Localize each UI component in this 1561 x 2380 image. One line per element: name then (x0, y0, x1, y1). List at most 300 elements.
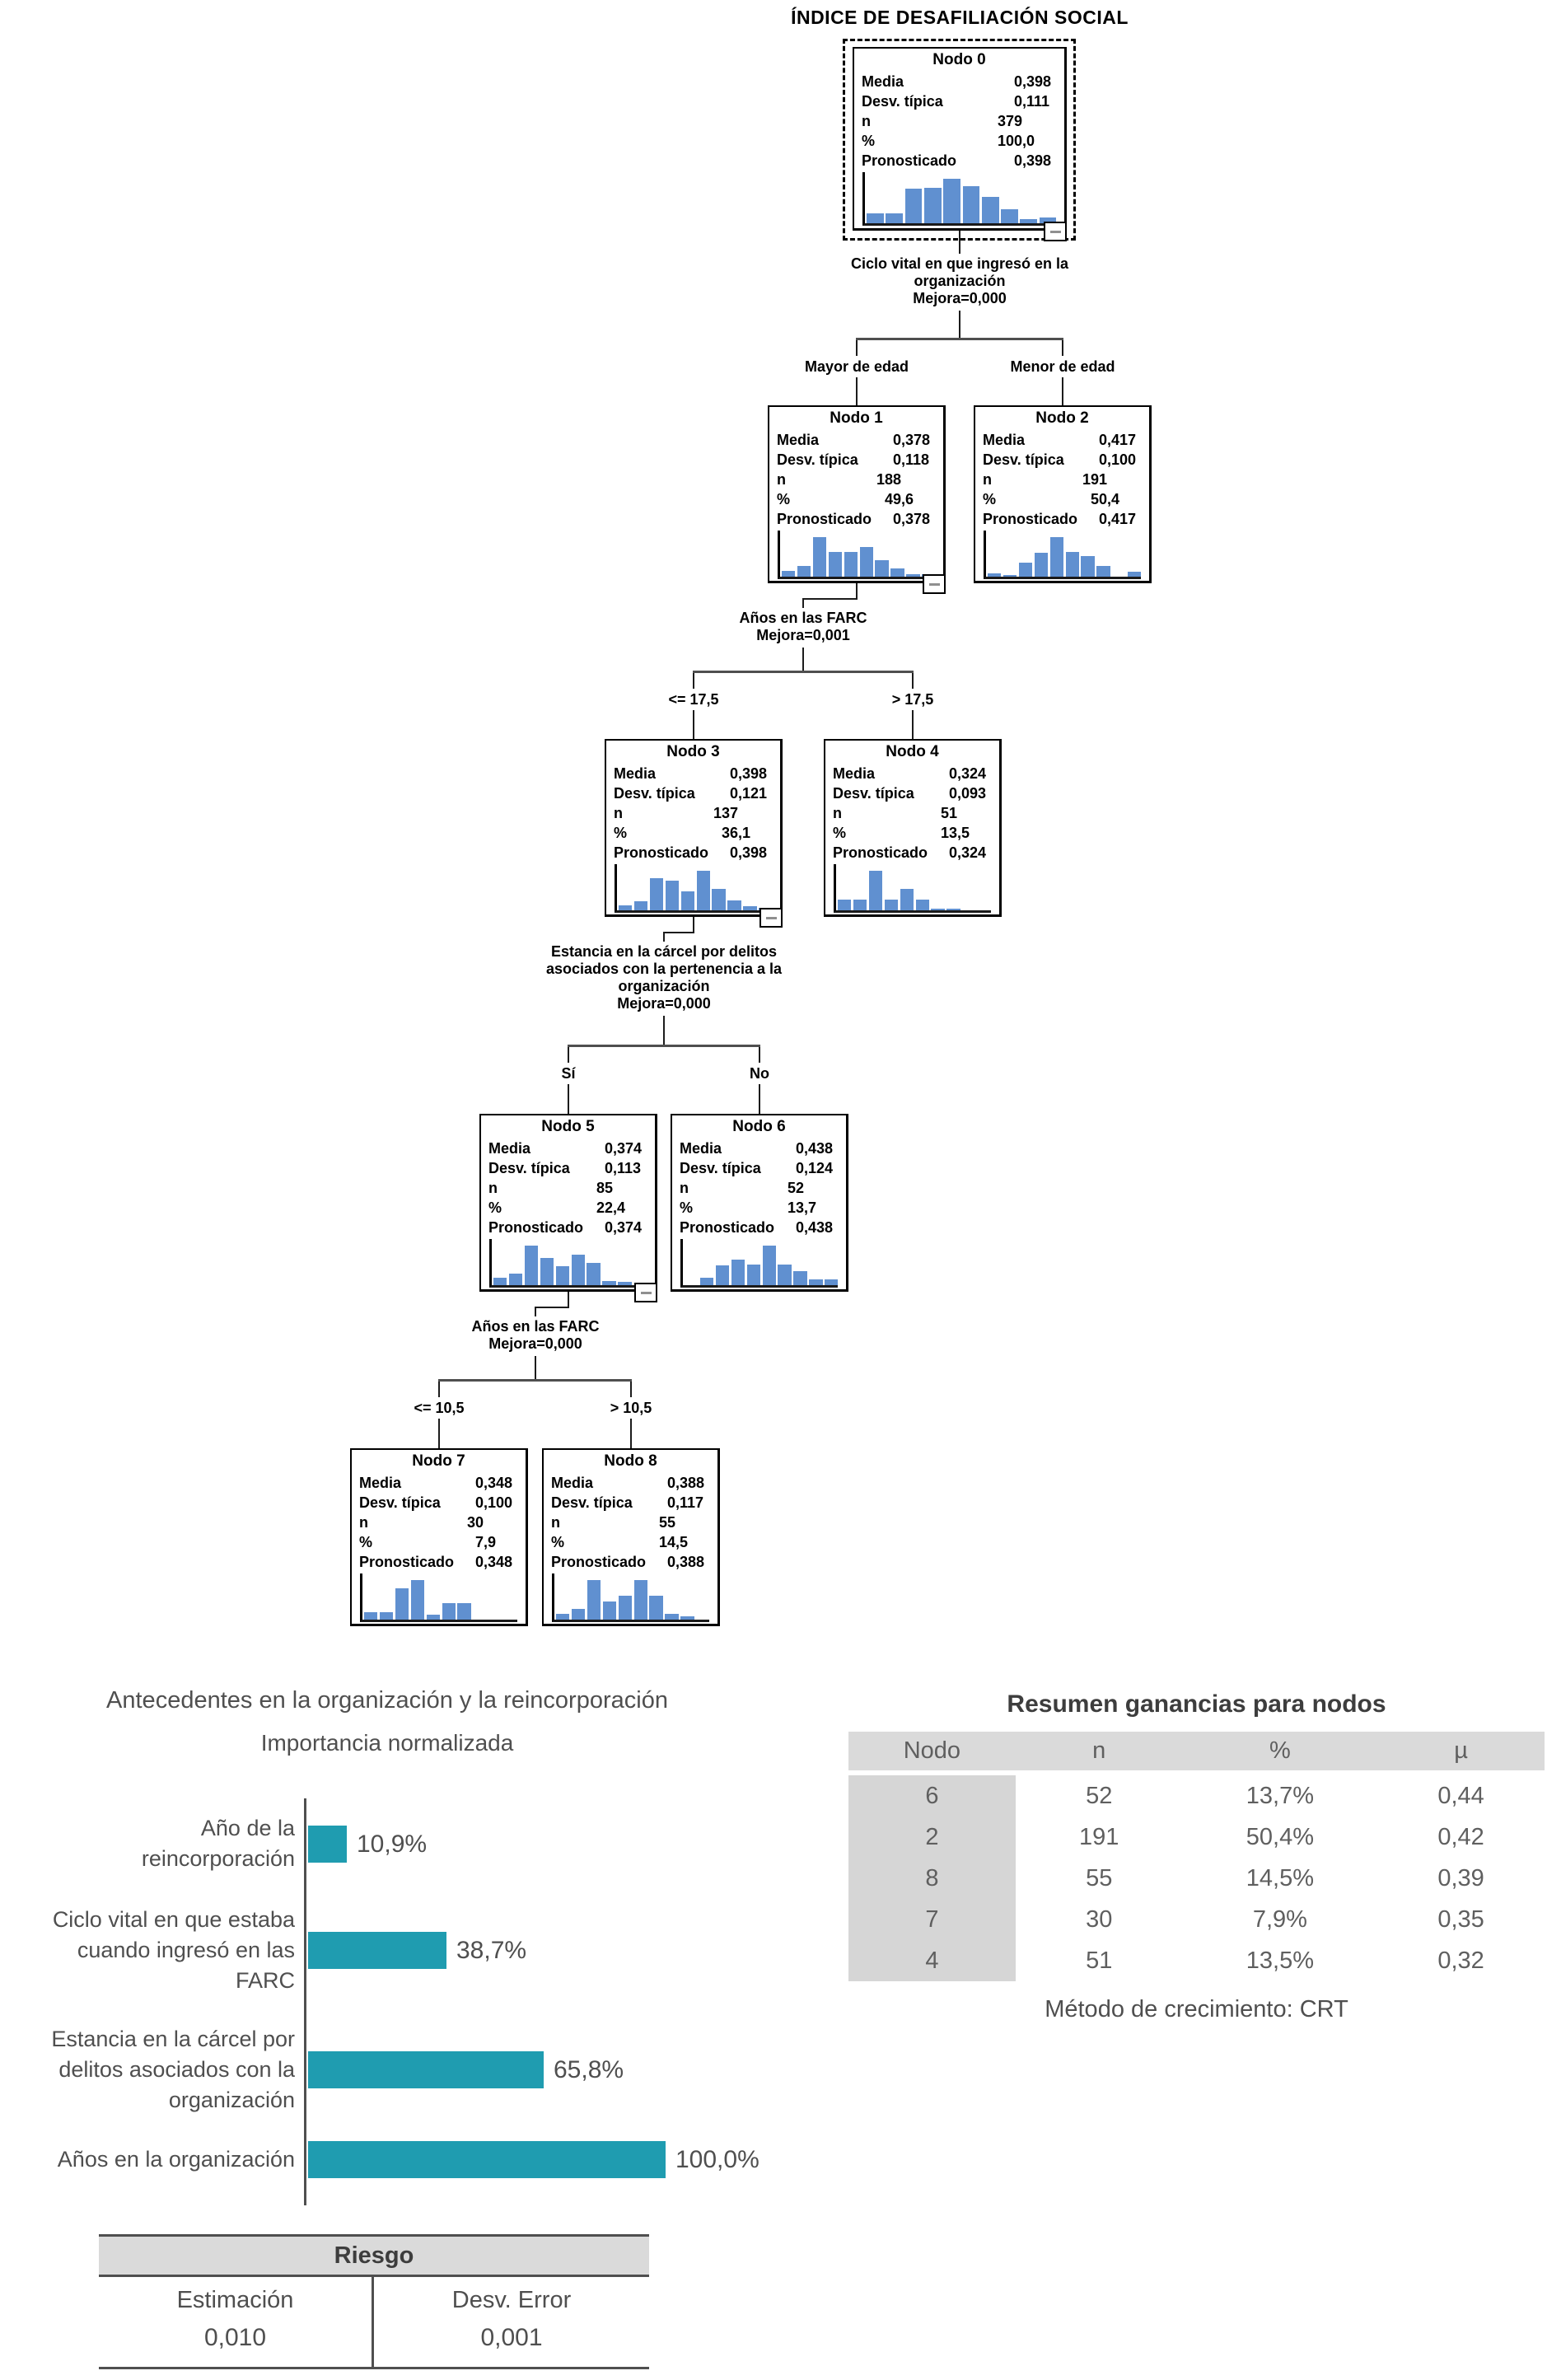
hist-bar (793, 1271, 806, 1285)
stat-value (423, 1493, 518, 1513)
stat-value-int: 49 (884, 491, 901, 507)
node-stats (481, 1139, 655, 1237)
split-variable-label (614, 610, 993, 644)
collapse-node-button[interactable] (923, 574, 946, 594)
tree-node-1[interactable] (768, 405, 946, 583)
risk-stderror-label: Desv. Error (451, 2287, 572, 2313)
branch-bus-line (693, 671, 914, 673)
stat-label: Pronosticado (862, 152, 957, 169)
hist-bar (946, 909, 960, 910)
stat-value-int: 51 (940, 805, 957, 821)
node-stats (606, 764, 780, 863)
risk-table-body (99, 2277, 649, 2367)
node-title: Nodo 0 (932, 51, 986, 68)
stat-value-dec: ,6 (901, 491, 914, 507)
stat-label: Pronosticado (488, 1219, 584, 1236)
stat-row (680, 1139, 839, 1158)
gains-header-n: n (1092, 1737, 1106, 1764)
stat-value-dec: ,398 (738, 765, 768, 782)
hist-bar (380, 1612, 393, 1620)
stat-label: Pronosticado (680, 1219, 775, 1236)
gains-cell: 30 (1086, 1905, 1113, 1933)
stat-value (615, 1552, 710, 1572)
hist-bar (1096, 566, 1110, 577)
stat-value (961, 91, 1057, 111)
stat-value-dec: ,9 (484, 1534, 497, 1550)
hist-bar (988, 573, 1001, 577)
hist-bar (587, 1263, 600, 1285)
stat-value-dec: ,438 (804, 1219, 834, 1236)
stat-row (551, 1473, 710, 1493)
hist-bar (844, 552, 858, 577)
hist-bar (1035, 553, 1048, 577)
stat-value (423, 1552, 518, 1572)
connector-line (856, 583, 858, 598)
stat-value-dec: ,438 (804, 1140, 834, 1157)
risk-table-title: Riesgo (99, 2237, 649, 2277)
hist-bar (782, 571, 795, 577)
hist-bar (1020, 219, 1037, 223)
split-variable-line: Estancia en la cárcel por delitos (550, 943, 778, 960)
branch-value-label: > 10,5 (610, 1400, 652, 1416)
stat-label: Desv. típica (833, 785, 914, 802)
stat-value (552, 1198, 647, 1218)
stat-value (743, 1139, 839, 1158)
importance-category-label (0, 2024, 295, 2116)
stat-value-int: 0 (666, 1554, 675, 1570)
hist-bar (619, 905, 632, 910)
stat-value-int: 50 (1090, 491, 1107, 507)
stat-value-dec: ,100 (484, 1494, 513, 1511)
node-stats (352, 1473, 526, 1572)
stat-value-int: 0 (892, 451, 901, 468)
branch-bus-line (438, 1379, 632, 1382)
stat-row (680, 1198, 839, 1218)
hist-bar (665, 1614, 678, 1620)
importance-chart-title: Antecedentes en la organización y la reincorporación (106, 1687, 668, 1714)
stat-label: Desv. típica (488, 1160, 570, 1176)
stat-value-dec: ,324 (957, 844, 987, 861)
importance-category-label (0, 2144, 295, 2175)
stat-value-int: 0 (729, 785, 738, 802)
stat-row (983, 450, 1142, 470)
stat-value-dec: ,4 (613, 1199, 626, 1216)
stat-value-int: 13 (787, 1199, 804, 1216)
hist-bar (1050, 537, 1063, 577)
hist-bar (924, 188, 942, 223)
hist-bar (634, 901, 647, 910)
gains-cell: 4 (848, 1940, 1016, 1981)
stat-value-dec: ,0 (1022, 133, 1035, 149)
hist-bar (982, 197, 999, 223)
stat-value-int: 52 (787, 1180, 804, 1196)
stat-value-dec: ,113 (613, 1160, 642, 1176)
stat-row (614, 823, 773, 843)
tree-node-2[interactable] (974, 405, 1152, 583)
stat-label: % (551, 1534, 565, 1550)
hist-bar (540, 1258, 554, 1285)
branch-value-label: <= 10,5 (414, 1400, 465, 1416)
stat-row (359, 1493, 518, 1513)
gains-header-µ: µ (1454, 1737, 1468, 1764)
node-histogram (615, 864, 772, 913)
importance-category-label (0, 1905, 295, 1996)
hist-bar (442, 1603, 456, 1620)
stat-row (359, 1532, 518, 1552)
stat-value-dec (613, 1178, 647, 1198)
gains-table-row (848, 1817, 1545, 1858)
branch-value-label: <= 17,5 (668, 691, 719, 708)
hist-bar (649, 1596, 662, 1620)
stat-value-int: 0 (666, 1475, 675, 1491)
node-histogram (984, 531, 1141, 579)
stat-row (777, 430, 936, 450)
collapse-node-button[interactable] (634, 1283, 657, 1302)
importance-value-label: 38,7% (456, 1936, 527, 1964)
gains-summary-table (848, 1690, 1545, 2023)
risk-table (99, 2234, 649, 2369)
node-histogram (680, 1239, 838, 1288)
hist-bar (395, 1588, 409, 1620)
collapse-node-button[interactable] (1044, 222, 1067, 241)
stat-value-int: 379 (997, 113, 1022, 129)
tree-node-7[interactable] (350, 1448, 528, 1626)
stat-row (862, 72, 1057, 91)
node-histogram (834, 864, 991, 913)
stat-value (896, 764, 992, 783)
node-title: Nodo 5 (541, 1118, 595, 1135)
stat-value-int: 0 (729, 844, 738, 861)
gains-table-row (848, 1775, 1545, 1817)
node-title: Nodo 7 (412, 1452, 465, 1470)
branch-value-label: Mayor de edad (804, 358, 909, 375)
risk-stderror-value: 0,001 (480, 2324, 543, 2351)
stat-label: Desv. típica (777, 451, 858, 468)
gains-cell: 55 (1086, 1864, 1113, 1891)
node-title: Nodo 8 (604, 1452, 657, 1470)
hist-bar (825, 1279, 838, 1285)
gains-cell: 2 (848, 1817, 1016, 1858)
hist-bar (747, 1265, 760, 1285)
stat-row (862, 151, 1057, 171)
gains-cell: 13,7% (1246, 1782, 1314, 1809)
stat-value (615, 1473, 710, 1493)
connector-line (535, 1307, 536, 1316)
tree-node-8[interactable] (542, 1448, 720, 1626)
stat-value-int: 0 (604, 1219, 613, 1236)
split-variable-line: organización (914, 273, 1006, 289)
stat-row (680, 1218, 839, 1237)
stat-value-int: 0 (1013, 93, 1022, 110)
hist-bar (457, 1603, 470, 1620)
stat-row (862, 111, 1057, 131)
connector-line (912, 710, 914, 739)
stat-label: % (983, 491, 997, 507)
stat-value-dec: ,4 (1107, 491, 1120, 507)
stat-value-int: 0 (1098, 451, 1107, 468)
stat-value-int: 0 (604, 1140, 613, 1157)
stat-value-dec: ,093 (957, 785, 987, 802)
stat-value (615, 1532, 710, 1552)
stat-row (777, 489, 936, 509)
importance-bar (308, 1826, 347, 1863)
hist-bar (572, 1609, 585, 1620)
stat-value-dec: ,388 (675, 1475, 705, 1491)
stat-value-int: 0 (474, 1554, 484, 1570)
stat-value-dec: ,124 (804, 1160, 834, 1176)
stat-label: Pronosticado (777, 511, 872, 527)
connector-line (535, 1356, 536, 1379)
stat-value (840, 470, 936, 489)
stat-label: Desv. típica (551, 1494, 633, 1511)
stat-label: Desv. típica (862, 93, 943, 110)
connector-line (568, 1084, 569, 1114)
stat-value-int: 36 (721, 825, 738, 841)
hist-bar (931, 909, 944, 910)
stat-value-dec: ,398 (1022, 152, 1052, 169)
hist-bar (634, 1580, 647, 1620)
stat-value (677, 843, 773, 863)
stat-value-dec (1022, 111, 1057, 131)
hist-bar (963, 186, 980, 223)
stat-label: Media (983, 432, 1026, 448)
stat-value (552, 1178, 647, 1198)
gains-table-row (848, 1858, 1545, 1899)
stat-value-int: 0 (474, 1494, 484, 1511)
risk-estimate-label: Estimación (176, 2287, 294, 2313)
hist-bar (1019, 563, 1032, 577)
stat-value-int: 0 (795, 1160, 804, 1176)
stat-row (551, 1532, 710, 1552)
hist-bar (411, 1580, 424, 1620)
stat-label: Media (680, 1140, 722, 1157)
connector-line (759, 1047, 760, 1063)
gains-header-Nodo: Nodo (903, 1737, 961, 1764)
gains-cell: 0,39 (1437, 1864, 1484, 1891)
stat-value-int: 0 (948, 844, 957, 861)
stat-value-int: 0 (729, 765, 738, 782)
connector-line (663, 1016, 665, 1045)
stat-value-dec: ,5 (957, 825, 970, 841)
hist-bar (364, 1612, 377, 1620)
stat-value (961, 72, 1057, 91)
connector-line (693, 673, 694, 689)
stat-value-int: 7 (474, 1534, 484, 1550)
gains-cell: 7,9% (1252, 1905, 1307, 1933)
hist-bar (885, 900, 898, 910)
gains-cell: 0,35 (1437, 1905, 1484, 1933)
connector-line (568, 1292, 569, 1307)
stat-value-dec (484, 1513, 518, 1532)
gains-cell: 7 (848, 1899, 1016, 1940)
stat-value-int: 0 (892, 511, 901, 527)
stat-row (680, 1178, 839, 1198)
collapse-node-button[interactable] (759, 908, 783, 928)
gains-cell: 191 (1079, 1823, 1119, 1850)
stat-label: % (488, 1199, 502, 1216)
hist-bar (778, 1265, 791, 1285)
split-variable-line: Años en las FARC (739, 610, 867, 626)
tree-node-0[interactable] (853, 47, 1067, 231)
stat-value-dec: ,324 (957, 765, 987, 782)
stat-label: % (680, 1199, 694, 1216)
stat-label: Media (551, 1475, 594, 1491)
stat-value-int: 0 (474, 1475, 484, 1491)
connector-line (959, 231, 960, 254)
stat-value (961, 111, 1057, 131)
stat-value (840, 489, 936, 509)
stat-value-int: 137 (713, 805, 738, 821)
stat-value-dec: ,1 (738, 825, 751, 841)
importance-category-label (0, 1813, 295, 1874)
tree-node-3[interactable] (605, 739, 783, 917)
stat-row (983, 470, 1142, 489)
node-title: Nodo 1 (830, 409, 883, 427)
split-variable-line: asociados con la pertenencia a la (545, 961, 783, 977)
tree-title: ÍNDICE DE DESAFILIACIÓN SOCIAL (791, 7, 1129, 28)
importance-value-label: 100,0% (675, 2145, 759, 2173)
hist-bar (860, 547, 873, 577)
stat-row (777, 470, 936, 489)
stat-value-dec: ,388 (675, 1554, 705, 1570)
stat-value-dec: ,417 (1107, 511, 1137, 527)
stat-label: Pronosticado (359, 1554, 455, 1570)
gains-cell: 0,42 (1437, 1823, 1484, 1850)
stat-value (1046, 430, 1142, 450)
gains-table-body (848, 1775, 1545, 1981)
hist-bar (886, 213, 903, 223)
risk-estimate-value: 0,010 (203, 2324, 267, 2351)
hist-bar (603, 1601, 616, 1620)
stat-row (833, 823, 992, 843)
chart-axis-line (304, 1798, 306, 2205)
tree-node-4[interactable] (824, 739, 1002, 917)
gains-table-row (848, 1940, 1545, 1981)
stat-value-int: 0 (1098, 432, 1107, 448)
hist-bar (809, 1279, 822, 1285)
gains-cell: 14,5% (1246, 1864, 1314, 1891)
stat-value-dec: ,121 (738, 785, 768, 802)
category-label-line: FARC (235, 1968, 295, 1993)
connector-line (959, 311, 960, 338)
stat-value (896, 803, 992, 823)
stat-value (423, 1473, 518, 1493)
hist-bar (906, 574, 919, 577)
stat-label: n (983, 471, 992, 488)
stat-row (614, 803, 773, 823)
hist-bar (1128, 572, 1141, 577)
stat-value-dec: ,118 (901, 451, 930, 468)
stat-value-int: 0 (892, 432, 901, 448)
gains-cell: 0,32 (1437, 1947, 1484, 1974)
category-label-line: Estancia en la cárcel por (51, 2027, 295, 2051)
stat-value (1046, 470, 1142, 489)
stat-value (896, 843, 992, 863)
node-stats (544, 1473, 717, 1572)
stat-value (677, 803, 773, 823)
stat-value-dec: ,348 (484, 1475, 513, 1491)
tree-node-5[interactable] (479, 1114, 657, 1292)
category-label-line: Año de la (200, 1816, 295, 1840)
stat-row (551, 1493, 710, 1513)
hist-bar (900, 889, 914, 910)
hist-bar (743, 906, 756, 910)
stat-row (862, 131, 1057, 151)
gains-cell: 51 (1086, 1947, 1113, 1974)
connector-line (663, 932, 694, 933)
stat-label: Media (777, 432, 820, 448)
stat-label: Media (614, 765, 657, 782)
hist-bar (697, 871, 710, 910)
stat-label: Desv. típica (983, 451, 1064, 468)
hist-bar (727, 900, 741, 910)
hist-bar (680, 1616, 694, 1620)
hist-bar (1001, 209, 1018, 223)
stat-label: n (488, 1180, 498, 1196)
hist-bar (556, 1266, 569, 1285)
stat-value-dec: ,378 (901, 511, 931, 527)
node-stats (769, 430, 943, 529)
stat-label: Media (862, 73, 904, 90)
stat-label: n (680, 1180, 689, 1196)
stat-row (359, 1513, 518, 1532)
stat-value-dec: ,5 (675, 1534, 689, 1550)
stat-value-int: 188 (876, 471, 901, 488)
stat-value (1046, 450, 1142, 470)
importance-chart-subtitle: Importancia normalizada (260, 1730, 514, 1756)
stat-value-dec (957, 803, 992, 823)
stat-value-int: 0 (1098, 511, 1107, 527)
stat-value-int: 55 (658, 1514, 675, 1531)
connector-line (759, 1084, 760, 1114)
hist-bar (1081, 556, 1094, 577)
stat-value (423, 1532, 518, 1552)
gains-table-title: Resumen ganancias para nodos (1007, 1690, 1386, 1718)
stat-row (488, 1218, 647, 1237)
stat-value-dec: ,111 (1022, 93, 1050, 110)
hist-bar (875, 560, 888, 577)
stat-value-int: 0 (948, 785, 957, 802)
hist-bar (763, 1246, 776, 1285)
gains-cell: 50,4% (1246, 1823, 1314, 1850)
node-stats (975, 430, 1149, 529)
stat-row (862, 91, 1057, 111)
gains-cell: 0,44 (1437, 1782, 1484, 1809)
stat-value-dec: ,417 (1107, 432, 1137, 448)
stat-value-int: 85 (596, 1180, 613, 1196)
stat-row (488, 1139, 647, 1158)
tree-node-6[interactable] (671, 1114, 848, 1292)
node-histogram (552, 1573, 709, 1622)
hist-bar (905, 189, 923, 223)
connector-line (802, 598, 858, 600)
stat-row (614, 843, 773, 863)
category-label-line: Años en la organización (57, 2147, 295, 2172)
stat-value-int: 191 (1082, 471, 1107, 488)
gains-cell: 6 (848, 1775, 1016, 1817)
stat-row (777, 509, 936, 529)
risk-stderror-cell (374, 2277, 649, 2367)
stat-label: n (359, 1514, 368, 1531)
hist-bar (619, 1596, 632, 1620)
stat-value-int: 0 (604, 1160, 613, 1176)
gains-cell: 8 (848, 1858, 1016, 1899)
hist-bar (813, 537, 826, 577)
connector-line (1062, 340, 1063, 356)
stat-value-int: 100 (997, 133, 1022, 149)
stat-label: n (614, 805, 623, 821)
connector-line (802, 648, 804, 671)
